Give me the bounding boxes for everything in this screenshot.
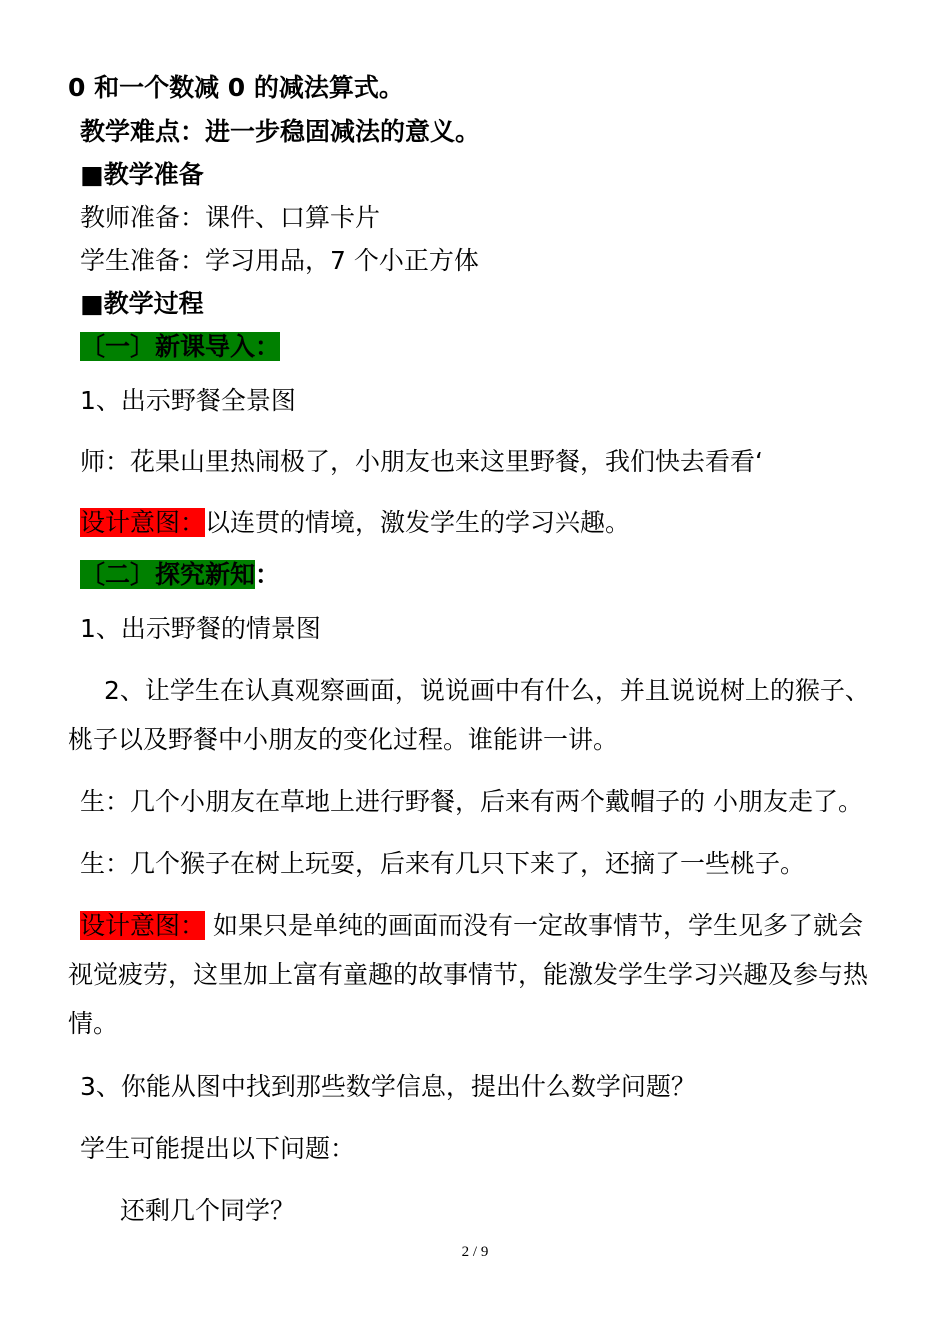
line-text: 桃子以及野餐中小朋友的变化过程。谁能讲一讲。 <box>68 725 619 754</box>
text-line <box>80 1069 950 1105</box>
teacher-dialogue <box>80 444 950 480</box>
section-heading-preparation <box>80 157 950 193</box>
design-intent-2 <box>80 908 950 944</box>
text-line <box>68 722 950 758</box>
green-highlight-label: 〔二〕探究新知 <box>80 560 256 589</box>
teacher-preparation <box>80 200 950 236</box>
text-line <box>68 1006 950 1042</box>
text-line <box>80 383 950 419</box>
section-heading-process <box>80 286 950 322</box>
line-text: 还剩几个同学？ <box>120 1196 296 1225</box>
red-highlight-label: 设计意图： <box>80 508 206 537</box>
line-text: 1、出示野餐全景图 <box>80 386 296 415</box>
text-line <box>104 673 950 709</box>
subsection-heading-explore <box>80 557 950 593</box>
line-text: 生：几个小朋友在草地上进行野餐，后来有两个戴帽子的 小朋友走了。 <box>80 787 863 816</box>
text-line <box>80 611 950 647</box>
subsection-heading-intro <box>80 329 950 365</box>
red-highlight-label: 设计意图： <box>80 911 206 940</box>
line-text: 教学难点：进一步稳固减法的意义。 <box>80 117 481 146</box>
line-text: 师：花果山里热闹极了，小朋友也来这里野餐，我们快去看看‘ <box>80 447 763 476</box>
heading-text: ■教学准备 <box>80 160 204 189</box>
line-text: 3、你能从图中找到那些数学信息，提出什么数学问题？ <box>80 1072 696 1101</box>
line-text: 以连贯的情境，激发学生的学习兴趣。 <box>205 508 631 537</box>
student-preparation <box>80 243 950 279</box>
text-line <box>120 1193 950 1229</box>
text-line <box>68 70 950 106</box>
line-text: 0 和一个数减 0 的减法算式。 <box>68 73 404 102</box>
heading-text: ■教学过程 <box>80 289 204 318</box>
colon-text: ： <box>255 560 281 589</box>
difficulty-line <box>80 114 950 150</box>
text-line <box>68 957 950 993</box>
design-intent-1 <box>80 505 950 541</box>
line-text: 2、让学生在认真观察画面，说说画中有什么，并且说说树上的猴子、 <box>104 676 870 705</box>
page-number: 2 / 9 <box>461 1244 489 1260</box>
text-line <box>80 1131 950 1167</box>
student-answer <box>80 846 950 882</box>
line-text: 如果只是单纯的画面而没有一定故事情节，学生见多了就会 <box>205 911 863 940</box>
line-text: 情。 <box>68 1009 119 1038</box>
line-text: 1、出示野餐的情景图 <box>80 614 321 643</box>
line-text: 学生可能提出以下问题： <box>80 1134 356 1163</box>
line-text: 生：几个猴子在树上玩耍，后来有几只下来了，还摘了一些桃子。 <box>80 849 806 878</box>
line-text: 视觉疲劳，这里加上富有童趣的故事情节，能激发学生学习兴趣及参与热 <box>68 960 869 989</box>
line-text: 教师准备：课件、口算卡片 <box>80 203 381 232</box>
line-text: 学生准备：学习用品，7 个小正方体 <box>80 246 479 275</box>
green-highlight-label: 〔一〕新课导入： <box>80 332 281 361</box>
student-answer <box>80 784 950 820</box>
